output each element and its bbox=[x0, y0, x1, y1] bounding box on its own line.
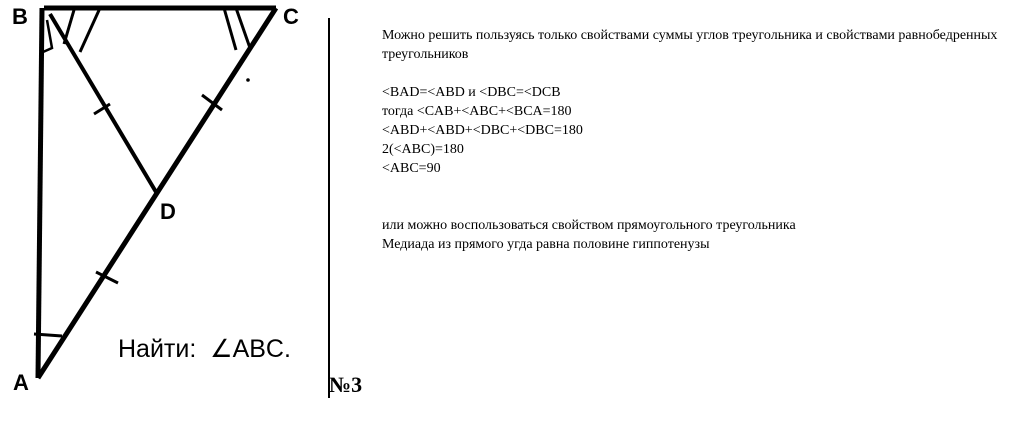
geometry-figure bbox=[0, 0, 375, 421]
solution-text bbox=[382, 26, 1012, 254]
right-angle-mark-a bbox=[34, 334, 62, 336]
dot-mark bbox=[246, 78, 250, 82]
task-number: №3 bbox=[329, 372, 363, 397]
side-ca bbox=[38, 8, 276, 378]
vertex-label-a: A bbox=[13, 370, 29, 395]
angle-mark-c-1 bbox=[224, 8, 236, 50]
side-ba bbox=[38, 8, 42, 378]
alternative-intro: или можно воспользоваться свойством прямоугольного треугольника bbox=[382, 218, 796, 233]
solution-line: 2(<ABC)=180 bbox=[382, 142, 464, 157]
solution-intro: Можно решить пользуясь только свойствами суммы углов треугольника и свойствами равнобедренных треугольников bbox=[382, 28, 1001, 62]
angle-mark-b-2 bbox=[80, 8, 100, 52]
angle-mark-b-1 bbox=[64, 10, 74, 44]
solution-line: <ABC=90 bbox=[382, 161, 441, 176]
vertex-label-d: D bbox=[160, 199, 176, 224]
task-caption: Найти: ∠ABC. bbox=[118, 335, 291, 363]
alternative-line: Медиада из прямого угда равна половине гиппотенузы bbox=[382, 237, 710, 252]
angle-mark-c-2 bbox=[236, 8, 250, 48]
solution-line: <BAD=<ABD и <DBC=<DCB bbox=[382, 85, 561, 100]
solution-line: <ABD+<ABD+<DBC+<DBC=180 bbox=[382, 123, 583, 138]
vertex-label-b: B bbox=[12, 4, 28, 29]
vertex-label-c: C bbox=[283, 4, 299, 29]
right-angle-mark-b bbox=[43, 20, 52, 52]
solution-line: тогда <CAB+<ABC+<BCA=180 bbox=[382, 104, 572, 119]
